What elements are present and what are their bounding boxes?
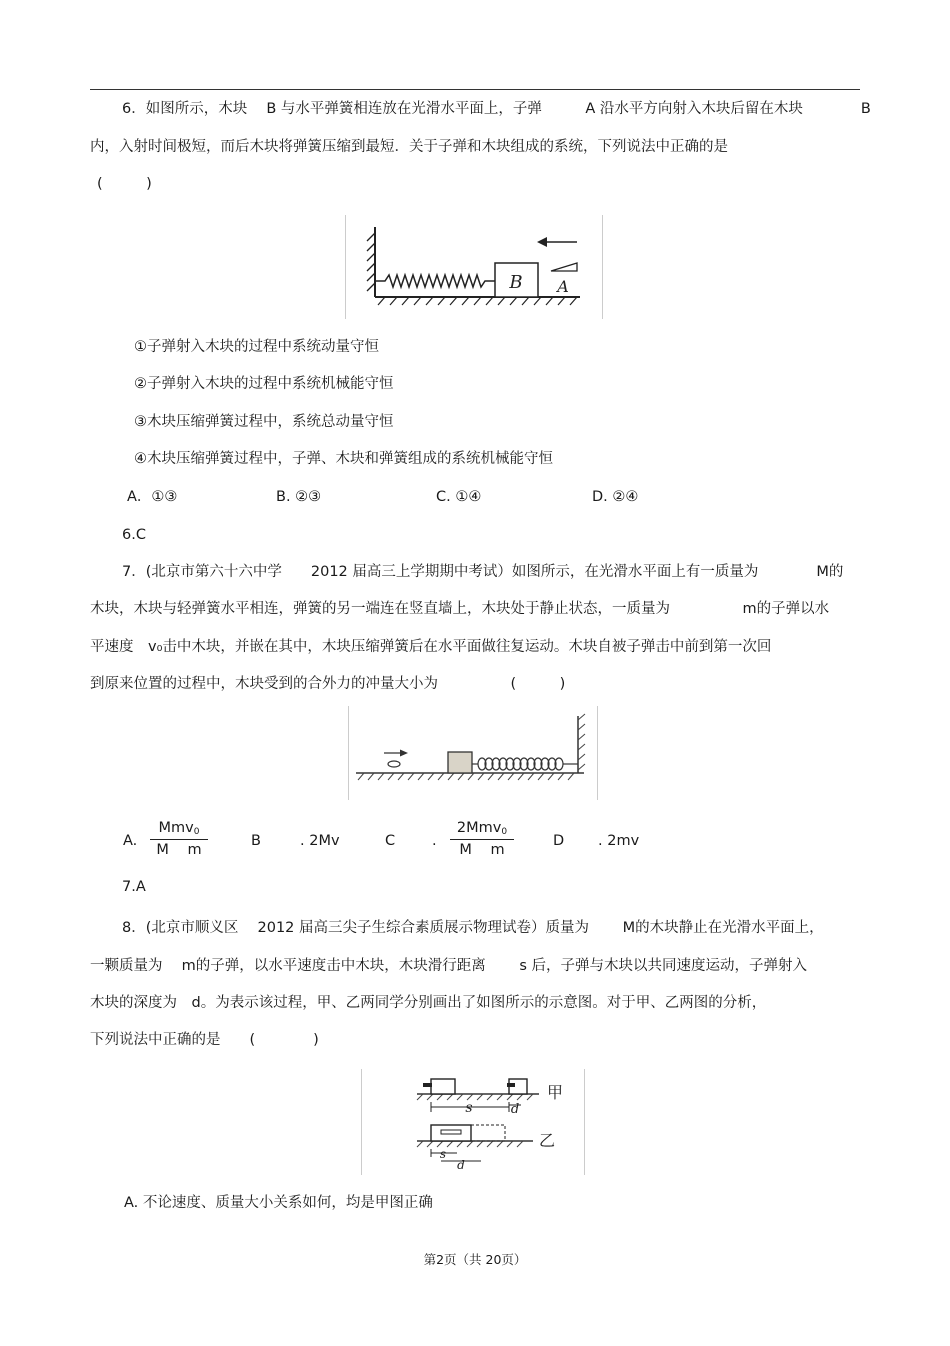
q7-option-c-fraction bbox=[450, 820, 514, 858]
q7-option-a-label: A. bbox=[123, 833, 138, 849]
q6-option-b: B. ②③ bbox=[276, 489, 322, 505]
q8-line-3: 木块的深度为 d。为表示该过程，甲、乙两同学分别画出了如图所示的示意图。对于甲、乙两图的分析， bbox=[90, 995, 767, 1011]
q6-figure-label-b: B bbox=[509, 272, 523, 293]
q7-option-c-numerator: 2Mmv bbox=[456, 820, 502, 836]
arrow-left-icon bbox=[537, 237, 547, 247]
q7-figure bbox=[348, 706, 598, 800]
q6-statement-4: ④木块压缩弹簧过程中，子弹、木块和弹簧组成的系统机械能守恒 bbox=[134, 451, 553, 467]
q7-option-d-text: . 2mv bbox=[598, 833, 640, 849]
q6-statement-3: ③木块压缩弹簧过程中，系统总动量守恒 bbox=[134, 414, 394, 430]
q6-option-d: D. ②④ bbox=[592, 489, 639, 505]
q7-line-1: 7．(北京市第六十六中学 2012 届高三上学期期中考试）如图所示，在光滑水平面上有一质量为 M的 bbox=[122, 564, 844, 580]
q7-option-c-subscript: 0 bbox=[501, 827, 508, 837]
q6-figure bbox=[345, 215, 603, 319]
q8-figure-label-jia: 甲 bbox=[547, 1083, 564, 1102]
q6-line-3: ( ) bbox=[97, 176, 152, 192]
q8-line-2: 一颗质量为 m的子弹，以水平速度击中木块，木块滑行距离 s 后，子弹与木块以共同速度运动，子弹射入 bbox=[90, 958, 808, 974]
q7-line-2: 木块，木块与轻弹簧水平相连，弹簧的另一端连在竖直墙上，木块处于静止状态，一质量为 m的子弹以水 bbox=[90, 601, 830, 617]
arrow-right-icon bbox=[400, 750, 408, 757]
q7-option-c-dot: . bbox=[432, 833, 437, 849]
q8-option-a: A. 不论速度、质量大小关系如何，均是甲图正确 bbox=[124, 1195, 433, 1211]
q8-line-1: 8．(北京市顺义区 2012 届高三尖子生综合素质展示物理试卷）质量为 M的木块静止在光滑水平面上， bbox=[122, 920, 824, 936]
q6-option-c: C. ①④ bbox=[436, 489, 482, 505]
q6-answer: 6.C bbox=[122, 527, 146, 543]
q6-line-1: 6．如图所示，木块 B 与水平弹簧相连放在光滑水平面上，子弹 A 沿水平方向射入木块后留在木块 B bbox=[122, 101, 871, 117]
page-footer: 第2页（共 20页） bbox=[423, 1252, 527, 1267]
q8-figure-label-d-yi: d bbox=[457, 1158, 465, 1172]
q8-figure-label-yi: 乙 bbox=[539, 1131, 556, 1150]
q6-figure-label-a: A bbox=[557, 277, 569, 296]
q7-answer: 7.A bbox=[122, 879, 146, 895]
q6-line-2: 内，入射时间极短，而后木块将弹簧压缩到最短．关于子弹和木块组成的系统，下列说法中正确的是 bbox=[90, 139, 728, 155]
q7-option-b-text: . 2Mv bbox=[300, 833, 340, 849]
q7-option-a-fraction bbox=[150, 820, 208, 858]
q7-line-3: 平速度 v₀击中木块，并嵌在其中，木块压缩弹簧后在水平面做往复运动。木块自被子弹击中前到第一次回 bbox=[90, 639, 772, 655]
q7-line-4: 到原来位置的过程中，木块受到的合外力的冲量大小为 ( ) bbox=[90, 676, 566, 692]
q8-figure-label-s-jia: s bbox=[465, 1100, 473, 1116]
header-rule bbox=[90, 89, 860, 90]
q7-option-d-label: D bbox=[553, 833, 565, 849]
q7-option-a-numerator: Mmv bbox=[158, 820, 194, 836]
q8-line-4: 下列说法中正确的是 ( ) bbox=[90, 1032, 319, 1048]
q7-option-c-label: C bbox=[385, 833, 396, 849]
q7-option-c-denominator: M m bbox=[459, 842, 505, 858]
q6-option-a: A．①③ bbox=[127, 489, 178, 505]
q6-statement-2: ②子弹射入木块的过程中系统机械能守恒 bbox=[134, 376, 394, 392]
q7-option-a-subscript: 0 bbox=[193, 827, 200, 837]
q8-figure bbox=[361, 1069, 585, 1175]
q7-option-a-denominator: M m bbox=[156, 842, 202, 858]
q6-statement-1: ①子弹射入木块的过程中系统动量守恒 bbox=[134, 339, 379, 355]
q8-figure-label-d-jia: d bbox=[510, 1102, 520, 1117]
q8-figure-label-s-yi: s bbox=[439, 1147, 447, 1161]
q7-option-b-label: B bbox=[251, 833, 261, 849]
